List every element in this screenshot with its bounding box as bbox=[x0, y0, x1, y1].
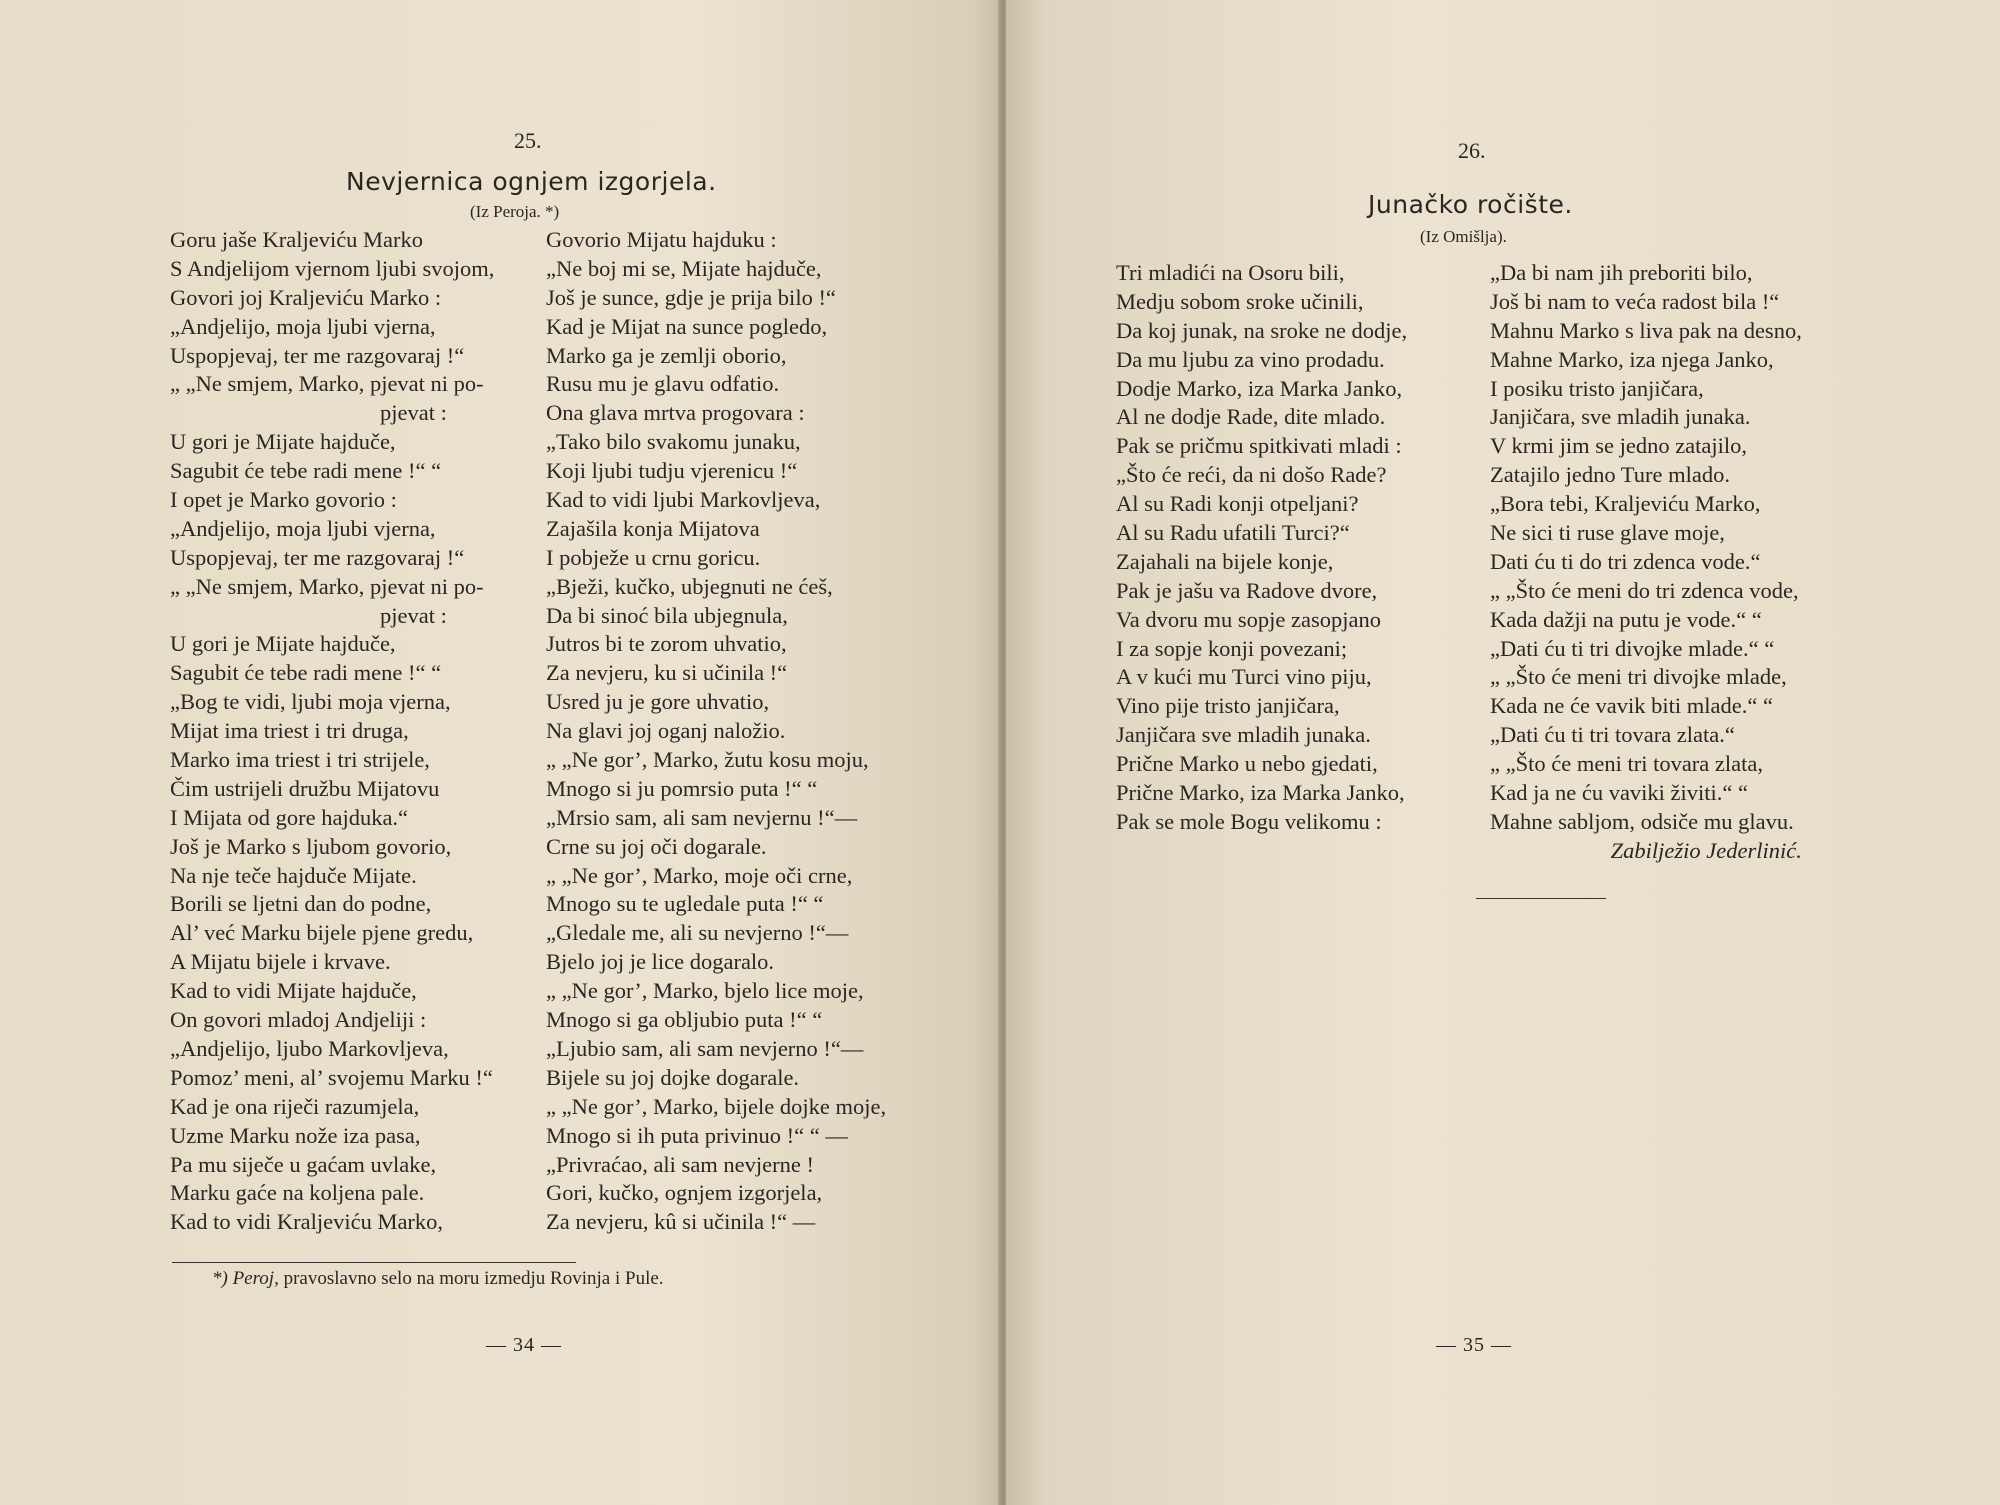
poem-title: Nevjernica ognjem izgorjela. bbox=[346, 167, 717, 196]
verse-line: Kad ja ne ću vaviki živiti.“ “ bbox=[1490, 780, 1749, 806]
verse-line: V krmi jim se jedno zatajilo, bbox=[1490, 433, 1748, 459]
verse-line: Va dvoru mu sopje zasopjano bbox=[1116, 606, 1381, 632]
verse-line: Prične Marko u nebo gjedati, bbox=[1116, 751, 1378, 777]
verse-line: Pa mu siječe u gaćam uvlake, bbox=[170, 1151, 437, 1177]
verse-line: „Dati ću ti tri divojke mlade.“ “ bbox=[1490, 635, 1775, 661]
verse-line: Jutros bi te zorom uhvatio, bbox=[546, 631, 787, 657]
poem-number: 26. bbox=[1458, 138, 1486, 163]
verse-line: On govori mladoj Andjeliji : bbox=[170, 1007, 427, 1033]
verse-line: Govori joj Kraljeviću Marko : bbox=[170, 284, 442, 310]
verse-line: „Andjelijo, ljubo Markovljeva, bbox=[170, 1035, 449, 1061]
verse-line: Još je Marko s ljubom govorio, bbox=[170, 833, 452, 859]
verse-line: „Ne boj mi se, Mijate hajduče, bbox=[546, 255, 822, 281]
verse-line: „ „Ne gor’, Marko, bjelo lice moje, bbox=[546, 978, 864, 1004]
verse-line: Zajašila konja Mijatova bbox=[546, 515, 760, 541]
verse-line: Da mu ljubu za vino prodadu. bbox=[1116, 346, 1385, 372]
verse-line: Rusu mu je glavu odfatio. bbox=[546, 371, 780, 397]
verse-line: Čim ustrijeli družbu Mijatovu bbox=[170, 775, 440, 801]
page-number: — 35 — bbox=[1436, 1334, 1512, 1356]
verse-line: Janjičara sve mladih junaka. bbox=[1116, 722, 1371, 748]
verse-line: Koji ljubi tudju vjerenicu !“ bbox=[546, 458, 798, 484]
verse-line: Mijat ima triest i tri druga, bbox=[170, 718, 409, 744]
verse-line: Zatajilo jedno Ture mlado. bbox=[1490, 462, 1730, 488]
verse-line: Zajahali na bijele konje, bbox=[1116, 548, 1334, 574]
verse-line: Na nje teče hajduče Mijate. bbox=[170, 862, 417, 888]
verse-line: „Da bi nam jih preboriti bilo, bbox=[1490, 260, 1753, 285]
verse-line: Pak je jašu va Radove dvore, bbox=[1116, 577, 1378, 603]
verse-line: „ „Ne gor’, Marko, žutu kosu moju, bbox=[546, 747, 869, 773]
verse-line: Kad je Mijat na sunce pogledo, bbox=[546, 313, 828, 339]
verse-line: Pak se pričmu spitkivati mladi : bbox=[1116, 433, 1402, 459]
verse-line: U gori je Mijate hajduče, bbox=[170, 429, 396, 455]
poem-column-left bbox=[1116, 259, 1407, 837]
verse-line: Crne su joj oči dogarale. bbox=[546, 833, 767, 859]
verse-line: Dati ću ti do tri zdenca vode.“ bbox=[1490, 548, 1761, 574]
footnote-rule bbox=[172, 1262, 576, 1263]
verse-line: Al ne dodje Rade, dite mlado. bbox=[1116, 404, 1386, 430]
verse-line: A v kući mu Turci vino piju, bbox=[1116, 664, 1372, 690]
verse-line: U gori je Mijate hajduče, bbox=[170, 631, 396, 657]
verse-line: Bjelo joj je lice dogaralo. bbox=[546, 949, 775, 975]
poem-number: 25. bbox=[514, 128, 542, 153]
verse-line: Medju sobom sroke učinili, bbox=[1116, 288, 1364, 314]
verse-line: Mnogo su te ugledale puta !“ “ bbox=[546, 891, 824, 917]
verse-line: Gori, kučko, ognjem izgorjela, bbox=[546, 1180, 823, 1206]
verse-line: „ „Što će meni tri divojke mlade, bbox=[1490, 664, 1787, 690]
verse-line: Marko ga je zemlji oborio, bbox=[546, 342, 787, 368]
verse-line: „Mrsio sam, ali sam nevjernu !“— bbox=[546, 804, 858, 830]
poem-column-left bbox=[170, 226, 494, 1237]
verse-line: Kad to vidi Mijate hajduče, bbox=[170, 978, 417, 1004]
verse-line: Mnogo si ih puta privinuo !“ “ — bbox=[546, 1122, 848, 1148]
closing-rule bbox=[1476, 898, 1606, 899]
verse-line: Kada ne će vavik biti mlade.“ “ bbox=[1490, 693, 1773, 719]
verse-line: Al’ već Marku bijele pjene gredu, bbox=[170, 920, 474, 946]
verse-line: Da bi sinoć bila ubjegnula, bbox=[546, 602, 788, 628]
poem-source: (Iz Peroja. *) bbox=[470, 202, 560, 221]
verse-line: „Gledale me, ali su nevjerno !“— bbox=[546, 920, 849, 946]
verse-line: A Mijatu bijele i krvave. bbox=[170, 949, 391, 975]
verse-line: I posiku tristo janjičara, bbox=[1490, 375, 1704, 401]
verse-line: „Bog te vidi, ljubi moja vjerna, bbox=[170, 689, 451, 715]
verse-line: „Ljubio sam, ali sam nevjerno !“— bbox=[546, 1035, 864, 1061]
footnote-marker: *) Peroj, bbox=[212, 1268, 279, 1289]
verse-line: Al su Radu ufatili Turci?“ bbox=[1116, 520, 1350, 546]
verse-line: Ne sici ti ruse glave moje, bbox=[1490, 520, 1725, 546]
verse-line: Prične Marko, iza Marka Janko, bbox=[1116, 780, 1405, 806]
verse-line: „Tako bilo svakomu junaku, bbox=[546, 429, 801, 455]
verse-line: S Andjelijom vjernom ljubi svojom, bbox=[170, 255, 495, 281]
verse-line: „ „Ne gor’, Marko, moje oči crne, bbox=[546, 862, 853, 888]
verse-line: Govorio Mijatu hajduku : bbox=[546, 227, 777, 252]
poem-title: Junačko ročište. bbox=[1368, 190, 1573, 219]
verse-line: Marko ima triest i tri strijele, bbox=[170, 747, 430, 773]
verse-line: Sagubit će tebe radi mene !“ “ bbox=[170, 660, 442, 686]
verse-line: pjevat : bbox=[380, 400, 447, 426]
poem-source: (Iz Omišlja). bbox=[1420, 227, 1507, 246]
verse-line: Marku gaće na koljena pale. bbox=[170, 1180, 425, 1206]
verse-line: Za nevjeru, ku si učinila !“ bbox=[546, 660, 788, 686]
verse-line: Mnogo si ga obljubio puta !“ “ bbox=[546, 1007, 823, 1033]
verse-line: Dodje Marko, iza Marka Janko, bbox=[1116, 375, 1403, 401]
verse-line: Mahnu Marko s liva pak na desno, bbox=[1490, 317, 1802, 343]
verse-line: Tri mladići na Osoru bili, bbox=[1116, 260, 1345, 285]
footnote bbox=[212, 1268, 664, 1290]
verse-line: I Mijata od gore hajduka.“ bbox=[170, 804, 409, 830]
verse-line: Mnogo si ju pomrsio puta !“ “ bbox=[546, 775, 818, 801]
verse-line: Ona glava mrtva progovara : bbox=[546, 400, 805, 426]
verse-line: Bijele su joj dojke dogarale. bbox=[546, 1064, 800, 1090]
verse-line: Sagubit će tebe radi mene !“ “ bbox=[170, 458, 442, 484]
verse-line: Da koj junak, na sroke ne dodje, bbox=[1116, 317, 1408, 343]
verse-line: „ „Ne smjem, Marko, pjevat ni po- bbox=[170, 573, 484, 599]
verse-line: Još je sunce, gdje je prija bilo !“ bbox=[546, 284, 836, 310]
verse-line: „Andjelijo, moja ljubi vjerna, bbox=[170, 313, 436, 339]
verse-line: „ „Što će meni do tri zdenca vode, bbox=[1490, 577, 1799, 603]
verse-line: Goru jaše Kraljeviću Marko bbox=[170, 227, 424, 252]
verse-line: „Bora tebi, Kraljeviću Marko, bbox=[1490, 491, 1761, 517]
verse-line: „Bježi, kučko, ubjegnuti ne ćeš, bbox=[546, 573, 833, 599]
verse-line: „Andjelijo, moja ljubi vjerna, bbox=[170, 515, 436, 541]
verse-line: I opet je Marko govorio : bbox=[170, 487, 397, 513]
signature: Zabilježio Jederlinić. bbox=[1610, 837, 1802, 863]
verse-line: Al su Radi konji otpeljani? bbox=[1116, 491, 1359, 517]
verse-line: Još bi nam to veća radost bila !“ bbox=[1490, 288, 1780, 314]
verse-line: „ „Ne smjem, Marko, pjevat ni po- bbox=[170, 371, 484, 397]
page-number: — 34 — bbox=[486, 1334, 562, 1356]
footnote-text: pravoslavno selo na moru izmedju Rovinja i Pule. bbox=[283, 1268, 664, 1289]
poem-column-right bbox=[546, 226, 886, 1237]
verse-line: Borili se ljetni dan do podne, bbox=[170, 891, 432, 917]
verse-line: Kad to vidi Kraljeviću Marko, bbox=[170, 1209, 444, 1235]
verse-line: Mahne sabljom, odsiče mu glavu. bbox=[1490, 808, 1794, 834]
verse-line: I za sopje konji povezani; bbox=[1116, 635, 1348, 661]
verse-line: Uspopjevaj, ter me razgovaraj !“ bbox=[170, 544, 465, 570]
verse-line: Pomoz’ meni, al’ svojemu Marku !“ bbox=[170, 1064, 493, 1090]
right-page bbox=[1006, 0, 2000, 1505]
verse-line: „ „Ne gor’, Marko, bijele dojke moje, bbox=[546, 1093, 887, 1119]
verse-line: Uzme Marku nože iza pasa, bbox=[170, 1122, 421, 1148]
verse-line: Kad je ona riječi razumjela, bbox=[170, 1093, 420, 1119]
verse-line: Za nevjeru, kû si učinila !“ — bbox=[546, 1209, 816, 1235]
verse-line: Pak se mole Bogu velikomu : bbox=[1116, 808, 1382, 834]
verse-line: pjevat : bbox=[380, 602, 447, 628]
verse-line: Usred ju je gore uhvatio, bbox=[546, 689, 770, 715]
verse-line: Na glavi joj oganj naložio. bbox=[546, 718, 786, 744]
verse-line: „Dati ću ti tri tovara zlata.“ bbox=[1490, 722, 1735, 748]
verse-line: I pobježe u crnu goricu. bbox=[546, 544, 761, 570]
verse-line: Vino pije tristo janjičara, bbox=[1116, 693, 1340, 719]
verse-line: Uspopjevaj, ter me razgovaraj !“ bbox=[170, 342, 465, 368]
verse-line: Kada dažji na putu je vode.“ “ bbox=[1490, 606, 1762, 632]
poem-column-right bbox=[1490, 259, 1802, 866]
verse-line: Mahne Marko, iza njega Janko, bbox=[1490, 346, 1774, 372]
verse-line: Janjičara, sve mladih junaka. bbox=[1490, 404, 1751, 430]
verse-line: „ „Što će meni tri tovara zlata, bbox=[1490, 751, 1763, 777]
verse-line: „Privraćao, ali sam nevjerne ! bbox=[546, 1151, 815, 1177]
verse-line: Kad to vidi ljubi Markovljeva, bbox=[546, 487, 821, 513]
verse-line: „Što će reći, da ni došo Rade? bbox=[1116, 462, 1387, 488]
